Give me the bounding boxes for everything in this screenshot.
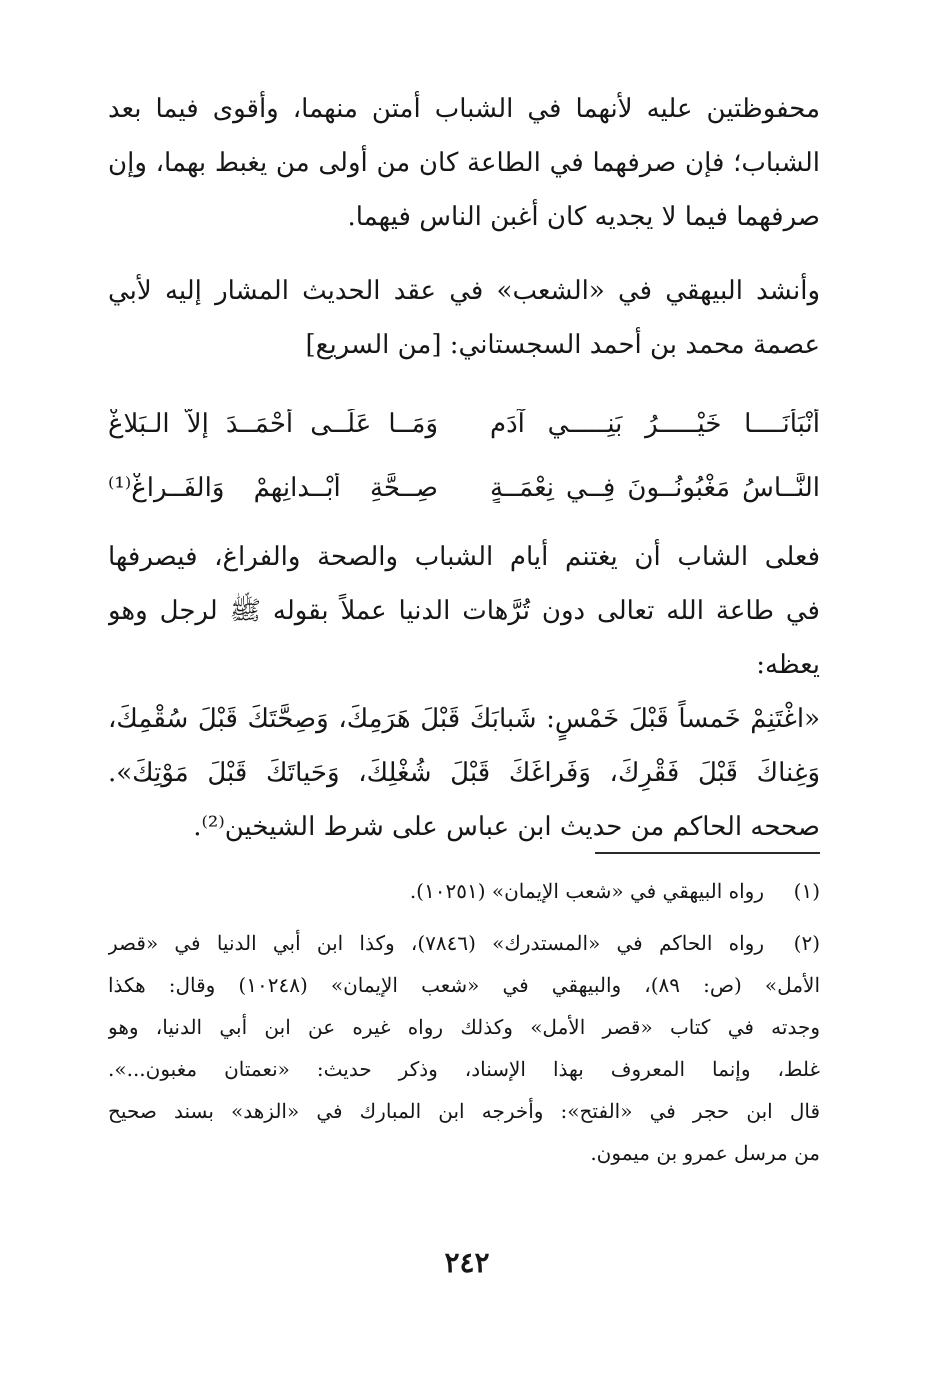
text-line: وأنشد البيهقي في «الشعب» في عقد الحديث المشار إليه لأبي <box>108 276 820 306</box>
footnote-line: الأمل» (ص: ٨٩)، والبيهقي في «شعب الإيمان» (١٠٢٤٨) وقال: هكذا <box>108 973 820 997</box>
verse-second-hemistich: وَمَــا عَلَــى أَحْمَــدَ إِلاَّ الـبَلاغْ <box>108 409 438 439</box>
page-number: ٢٤٢ <box>444 1246 490 1279</box>
verse-first-hemistich: أَنْبَأَنَــــا خَيْـــــرُ بَنِـــــي آدَمِ <box>490 409 820 439</box>
text-line: الشباب؛ فإن صرفهما في الطاعة كان من أولى من يغبط بهما، وإن <box>108 148 820 178</box>
footnote-1 <box>108 870 820 912</box>
poem-verse <box>108 456 820 520</box>
footnote-number: (١) <box>793 879 820 903</box>
footnote-separator <box>595 852 820 854</box>
verse-second-hemistich: صِــحَّةِ أَبْــدانِهِمْ وَالفَــراغْ⁽¹⁾ <box>108 473 438 503</box>
verse-first-hemistich: النَّــاسُ مَغْبُونُــونَ فِــي نِعْمَــةٍ <box>490 473 820 503</box>
footnote-line: وجدته في كتاب «قصر الأمل» وكذلك رواه غيره عن ابن أبي الدنيا، وهو <box>108 1015 820 1039</box>
poem-verse <box>108 392 820 456</box>
text-line: محفوظتين عليه لأنهما في الشباب أمتن منهما، وأقوى فيما بعد <box>108 94 820 124</box>
footnote-line: من مرسل عمرو بن ميمون. <box>590 1141 820 1165</box>
footnote-2 <box>108 922 820 1174</box>
text-line: صرفهما فيما لا يجديه كان أغبن الناس فيهما. <box>347 202 820 232</box>
text-line: صححه الحاكم من حديث ابن عباس على شرط الشيخين⁽²⁾. <box>193 812 820 842</box>
footnote-line: قال ابن حجر في «الفتح»: وأخرجه ابن المبارك في «الزهد» بسند صحيح <box>108 1099 820 1123</box>
footnote-number: (٢) <box>793 931 820 955</box>
text-line: في طاعة الله تعالى دون تُرَّهات الدنيا عملاً بقوله ﷺ لرجل وهو يعظه: <box>108 596 820 680</box>
paragraph-2 <box>108 264 820 372</box>
footnote-line: رواه البيهقي في «شعب الإيمان» (١٠٢٥١). <box>409 879 764 903</box>
paragraph-1 <box>108 82 820 244</box>
footnote-line: غلط، وإنما المعروف بهذا الإسناد، وذكر حديث: «نعمتان مغبون...». <box>108 1057 820 1081</box>
text-line: فعلى الشاب أن يغتنم أيام الشباب والصحة والفراغ، فيصرفها <box>108 542 820 572</box>
hadith-line: «اغْتَنِمْ خَمساً قَبْلَ خَمْسٍ: شَبابَكَ قَبْلَ هَرَمِكَ، وَصِحَّتَكَ قَبْلَ سُقْمِكَ، <box>108 704 820 734</box>
poem <box>108 392 820 520</box>
text-line: عصمة محمد بن أحمد السجستاني: [من السريع] <box>305 330 820 360</box>
hadith-line: وَغِناكَ قَبْلَ فَقْرِكَ، وَفَراغَكَ قَبْلَ شُغْلِكَ، وَحَياتَكَ قَبْلَ مَوْتِكَ». <box>108 758 820 788</box>
paragraph-3 <box>108 530 820 854</box>
footnote-line: رواه الحاكم في «المستدرك» (٧٨٤٦)، وكذا ابن أبي الدنيا في «قصر <box>108 931 764 955</box>
